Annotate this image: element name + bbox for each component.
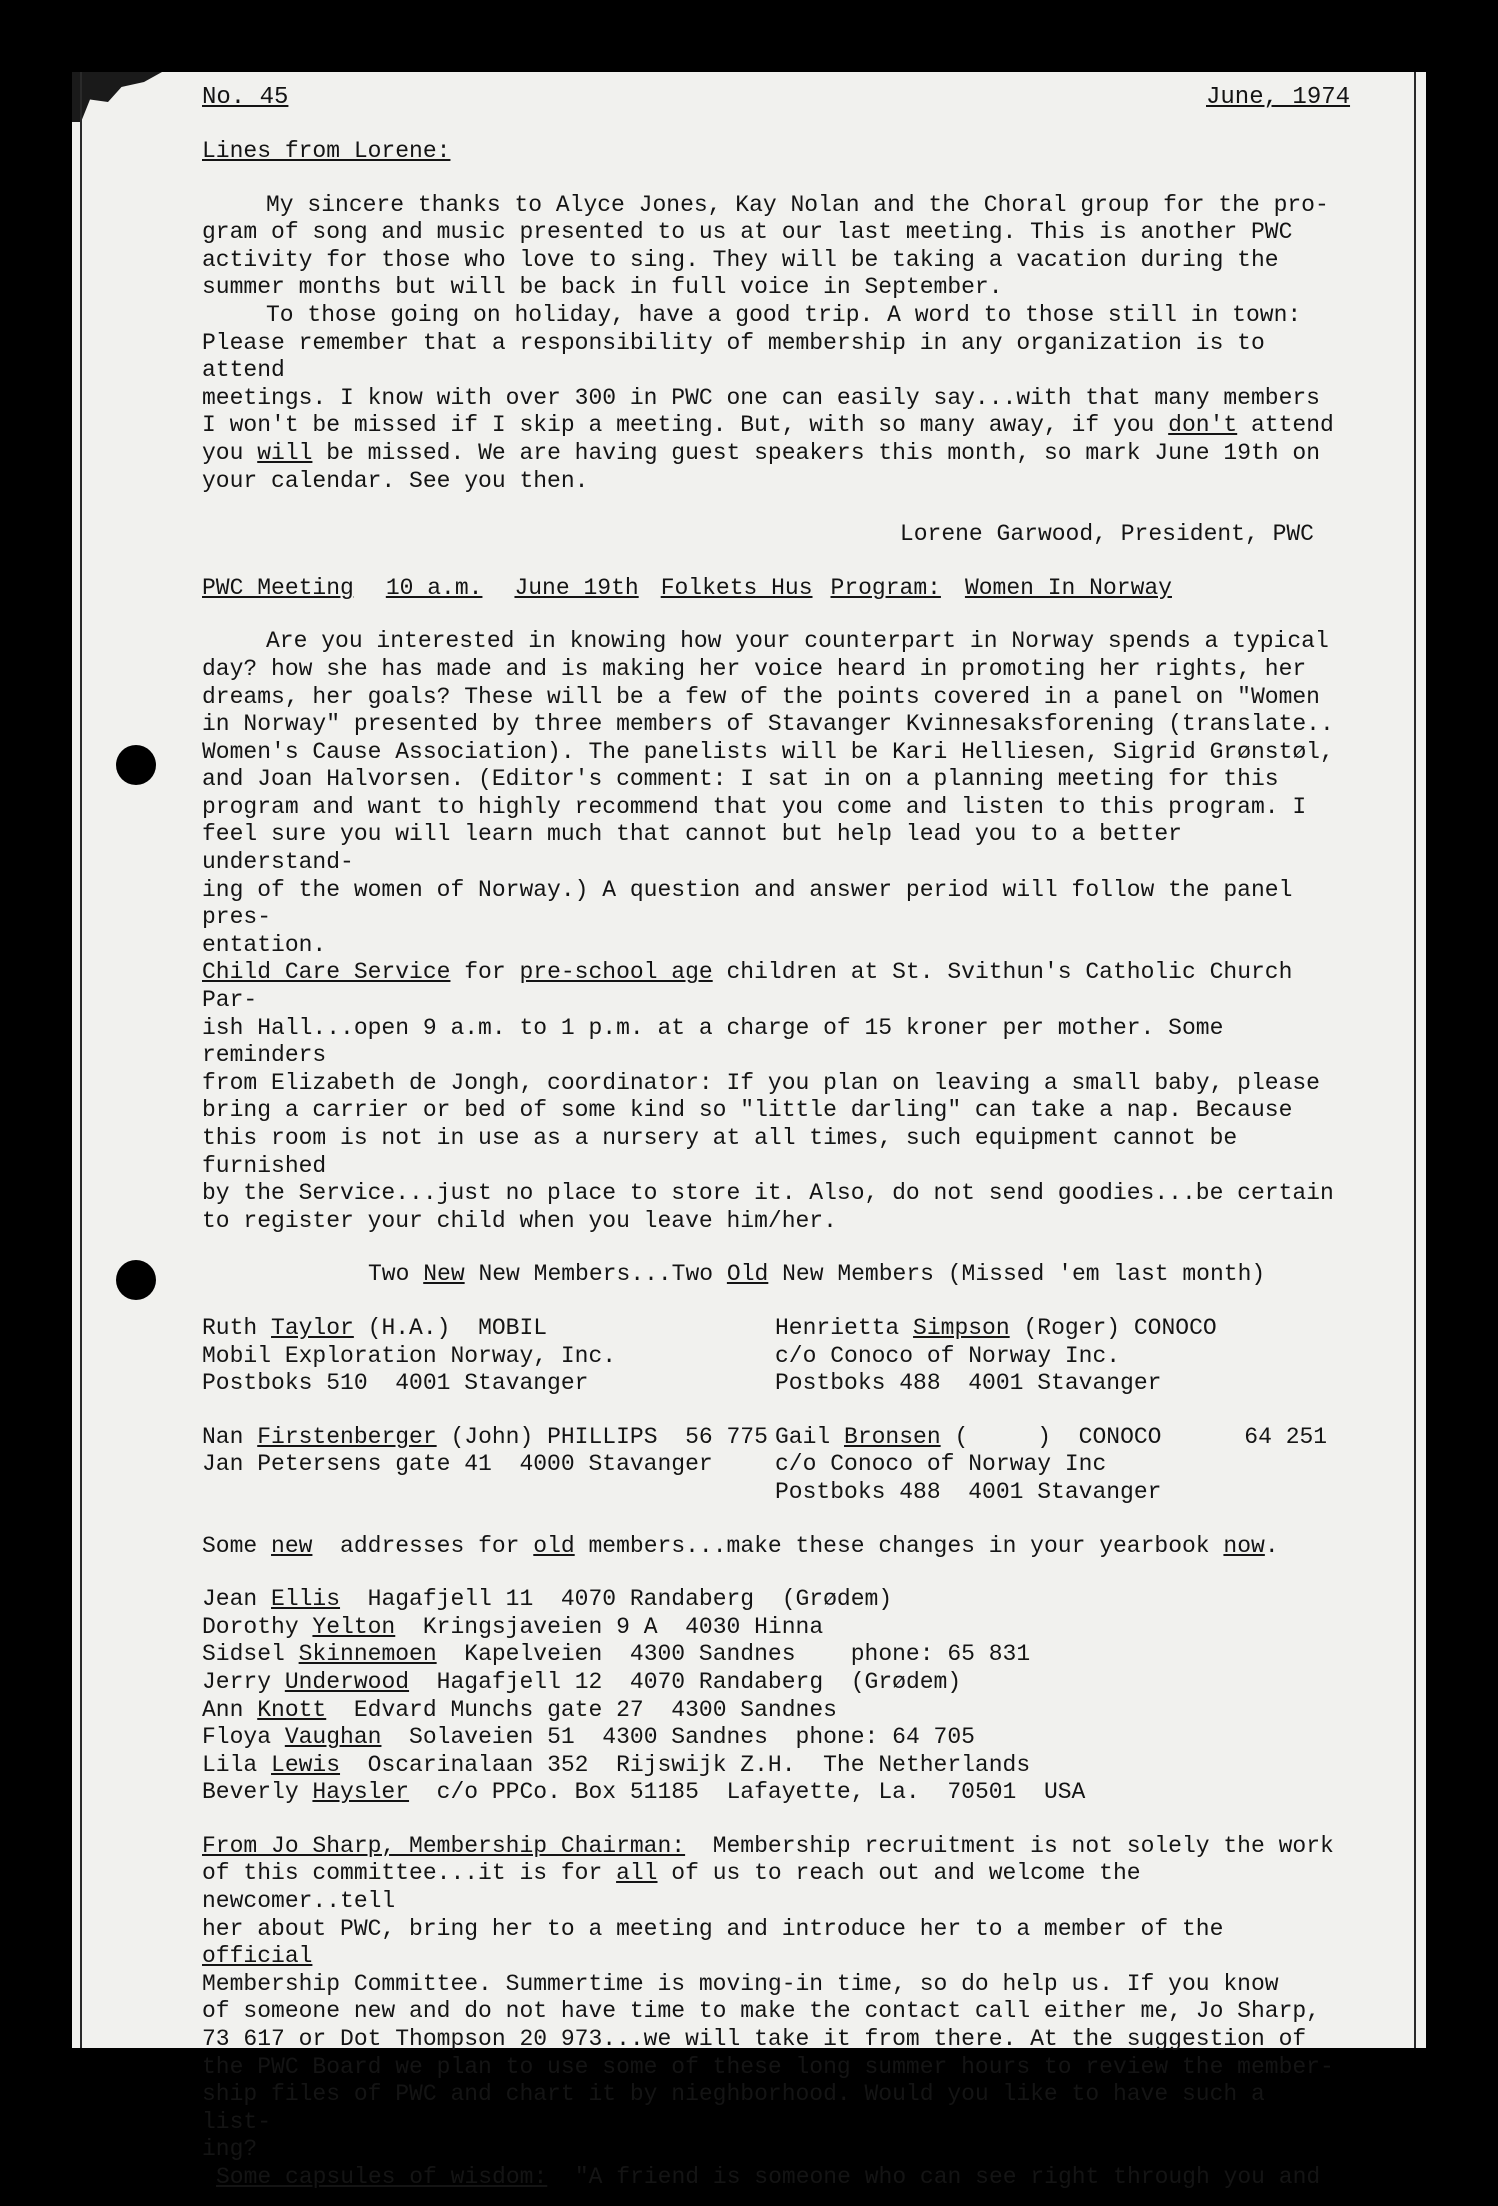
text-line: Child Care Service for pre-school age children at St. Svithun's Catholic Church Par- [202,959,1293,1014]
text-line: and Joan Halvorsen. (Editor's comment: I sat in on a planning meeting for this [202,766,1279,793]
text-line: summer months but will be back in full voice in September. [202,274,1003,301]
address-changes-list [202,1586,1342,1807]
address-row: Floya Vaughan Solaveien 51 4300 Sandnes phone: 64 705 [202,1724,975,1751]
meeting-label: PWC Meeting [202,574,354,601]
meeting-description [202,628,1342,959]
address-row: Jerry Underwood Hagafjell 12 4070 Randaberg (Grødem) [202,1668,962,1695]
membership-chairman-title: From Jo Sharp, Membership Chairman: [202,1832,686,1859]
address-row: Ann Knott Edvard Munchs gate 27 4300 Sandnes [202,1696,837,1723]
wisdom-line: Some capsules of wisdom: "A friend is someone who can see right through you and [216,2164,1321,2190]
text-line: ship files of PWC and chart it by nieghborhood. Would you like to have such a list- [202,2081,1265,2135]
text-line: I won't be missed if I skip a meeting. But, with so many away, if you don't attend [202,412,1334,439]
punch-hole-bottom [116,1260,156,1300]
text-line: ing of the women of Norway.) A question and answer period will follow the panel pres- [202,876,1293,931]
text-line: of this committee...it is for all of us to reach out and welcome the newcomer..tell [202,1860,1141,1915]
text-line: her about PWC, bring her to a meeting and introduce her to a member of the official [202,1915,1224,1970]
lorene-paragraph-1 [202,192,1342,302]
member-entry: Nan Firstenberger (John) PHILLIPS 56 775 Jan Petersens gate 41 4000 Stavanger [202,1423,768,1478]
text-line: bring a carrier or bed of some kind so "little darling" can take a nap. Because [202,1097,1293,1124]
text-line: by the Service...just no place to store it. Also, do not send goodies...be certain [202,1180,1334,1207]
address-row: Sidsel Skinnemoen Kapelveien 4300 Sandnes phone: 65 831 [202,1641,1031,1668]
meeting-time: 10 a.m. [385,574,483,601]
lorene-title: Lines from Lorene: [202,138,451,164]
text-line: Women's Cause Association). The panelists will be Kari Helliesen, Sigrid Grønstøl, [202,738,1334,765]
text-line: entation. [202,931,327,958]
meeting-program-label: Program: [830,574,941,601]
text-line: To those going on holiday, have a good trip. A word to those still in town: [266,301,1302,328]
right-margin-rule [1414,72,1416,2048]
text-line: gram of song and music presented to us at our last meeting. This is another PWC [202,219,1293,246]
text-line: you will be missed. We are having guest speakers this month, so mark June 19th on [202,439,1321,466]
text-line: Are you interested in knowing how your counterpart in Norway spends a typical [266,628,1329,655]
address-row: Jean Ellis Hagafjell 11 4070 Randaberg (Grødem) [202,1586,893,1613]
meeting-header [202,575,1342,603]
text-line: the PWC Board we plan to use some of these long summer hours to review the member- [202,2053,1334,2080]
left-margin-rule [80,72,82,2048]
address-changes-intro: Some new addresses for old members...make these changes in your yearbook now. [202,1532,1279,1559]
meeting-location: Folkets Hus [660,574,813,601]
punch-hole-top [116,745,156,785]
text-line: day? how she has made and is making her voice heard in promoting her rights, her [202,655,1307,682]
text-line: Please remember that a responsibility of membership in any organization is to attend [202,329,1265,384]
new-members-banner: Two New New Members...Two Old New Members (Missed 'em last month) [368,1261,1266,1288]
text-line: ish Hall...open 9 a.m. to 1 p.m. at a charge of 15 kroner per mother. Some reminders [202,1014,1224,1069]
text-line: program and want to highly recommend that you come and listen to this program. I [202,793,1307,820]
wisdom-title: Some capsules of wisdom: [216,2164,548,2190]
address-row: Beverly Haysler c/o PPCo. Box 51185 Lafayette, La. 70501 USA [202,1779,1086,1806]
president-signature: Lorene Garwood, President, PWC [899,521,1314,548]
text-line: meetings. I know with over 300 in PWC one can easily say...with that many members [202,384,1320,411]
text-line: this room is not in use as a nursery at all times, such equipment cannot be furnished [202,1125,1238,1179]
torn-corner [72,72,162,122]
meeting-program-title: Women In Norway [964,574,1172,601]
new-members-row-2 [202,1424,1342,1507]
issue-number: No. 45 [202,84,289,111]
newsletter-page [72,72,1426,2190]
membership-chairman-section [202,1833,1342,2164]
text-line: 73 617 or Dot Thompson 20 973...we will take it from there. At the suggestion of [202,2026,1307,2053]
address-row: Lila Lewis Oscarinalaan 352 Rijswijk Z.H. The Netherlands [202,1751,1031,1778]
text-line: to register your child when you leave him/her. [202,1207,837,1234]
issue-date: June, 1974 [1206,84,1351,111]
text-line: in Norway" presented by three members of Stavanger Kvinnesaksforening (translate.. [202,711,1334,738]
text-line: ing? [202,2136,258,2163]
new-members-row-1 [202,1315,1342,1398]
text-line: From Jo Sharp, Membership Chairman: Membership recruitment is not solely the work [202,1832,1334,1859]
member-entry: Gail Bronsen ( ) CONOCO 64 251 c/o Conoco of Norway Inc Postboks 488 4001 Stavanger [775,1423,1328,1505]
text-line: feel sure you will learn much that cannot but help lead you to a better understand- [202,821,1182,876]
child-care-section [202,959,1342,1235]
text-line: your calendar. See you then. [202,467,589,494]
text-line: My sincere thanks to Alyce Jones, Kay Nolan and the Choral group for the pro- [266,191,1329,218]
cut-off-line [202,2192,1342,2206]
text-line: activity for those who love to sing. They will be taking a vacation during the [202,246,1279,273]
child-care-title: Child Care Service [202,959,451,986]
text-line: from Elizabeth de Jongh, coordinator: If you plan on leaving a small baby, please [202,1069,1320,1096]
lorene-paragraph-2 [202,302,1342,495]
text-line: Membership Committee. Summertime is moving-in time, so do help us. If you know [202,1970,1279,1997]
address-row: Dorothy Yelton Kringsjaveien 9 A 4030 Hinna [202,1613,824,1640]
text-line: dreams, her goals? These will be a few of the points covered in a panel on "Women [202,683,1320,710]
member-entry: Ruth Taylor (H.A.) MOBIL Mobil Exploration Norway, Inc. Postboks 510 4001 Stavanger [202,1314,617,1397]
member-entry: Henrietta Simpson (Roger) CONOCO c/o Conoco of Norway Inc. Postboks 488 4001 Stavanger [775,1314,1217,1397]
text-line: of someone new and do not have time to make the contact call either me, Jo Sharp, [202,1998,1320,2025]
meeting-date: June 19th [514,574,639,601]
newsletter-body [202,138,1342,2206]
